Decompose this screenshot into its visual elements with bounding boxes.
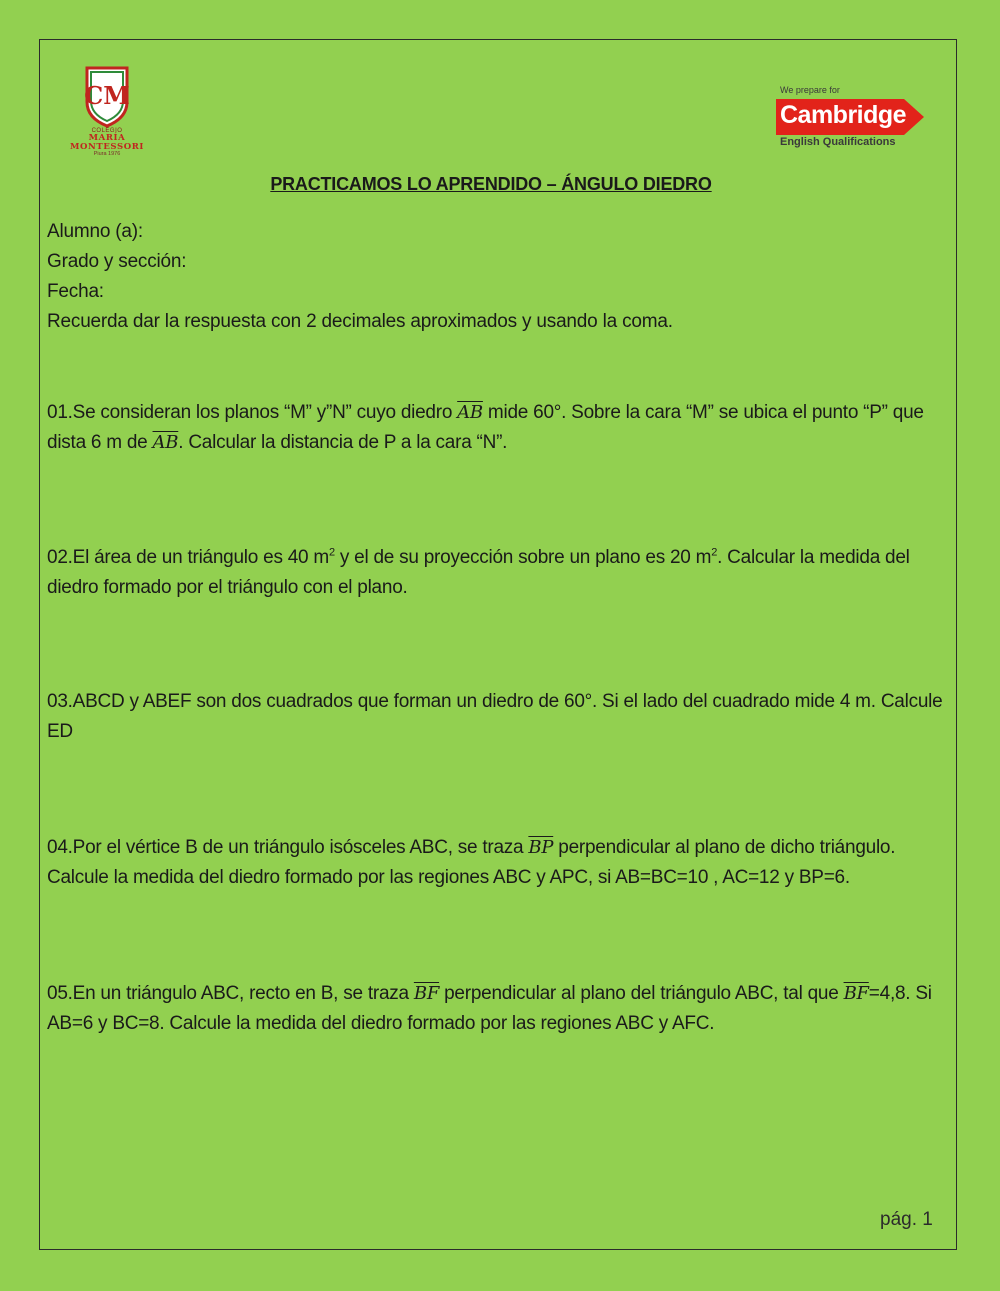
- instruction-text: Recuerda dar la respuesta con 2 decimales aproximados y usando la coma.: [47, 311, 673, 332]
- school-small-label: COLEGIO: [91, 128, 123, 134]
- student-field-label: Alumno (a):: [47, 221, 144, 242]
- school-name-line2: MONTESSORI: [70, 141, 144, 152]
- q1-segment-ab-2: $\overline{AB}$: [152, 432, 179, 453]
- school-city: Piura 1976: [93, 151, 121, 157]
- question-5: [47, 979, 947, 1039]
- school-crest-letters: CM: [84, 81, 130, 110]
- q2-superscript-1: 2: [328, 546, 335, 559]
- grade-field-label: Grado y sección:: [47, 251, 187, 272]
- q5-segment-bf-2: $\overline{BF}$: [843, 983, 869, 1004]
- q4-segment-bp: $\overline{BP}$: [528, 837, 554, 858]
- page-number: pág. 1: [880, 1209, 933, 1230]
- cambridge-logo: [776, 84, 936, 148]
- q4-text-a: 04.Por el vértice B de un triángulo isósceles ABC, se traza: [47, 837, 529, 858]
- question-1: [47, 398, 947, 458]
- cambridge-subtitle: English Qualifications: [780, 136, 896, 148]
- q1-text-a: 01.Se consideran los planos “M” y”N” cuyo diedro: [47, 402, 458, 423]
- question-2: [47, 543, 947, 603]
- q5-text-c: =4,8. Si AB=6 y BC=8. Calcule la medida del diedro formado por las regiones ABC y AFC.: [47, 983, 932, 1034]
- page-title: PRACTICAMOS LO APRENDIDO – ÁNGULO DIEDRO: [270, 174, 712, 194]
- date-field-label: Fecha:: [47, 281, 104, 302]
- school-crest-icon: [82, 64, 132, 128]
- cambridge-tagline: We prepare for: [780, 85, 840, 95]
- school-name-line1: MARÍA: [88, 133, 126, 143]
- q5-text-a: 05.En un triángulo ABC, recto en B, se traza: [47, 983, 414, 1004]
- q2-text-b: y el de su proyección sobre un plano es 20 m: [334, 547, 712, 568]
- q4-text-b: perpendicular al plano de dicho triángulo. Calcule la medida del diedro formado por las regiones ABC y APC, si AB=BC=10 , AC=12 y BP=6.: [47, 837, 896, 888]
- q1-text-c: . Calcular la distancia de P a la cara “N”.: [178, 432, 508, 453]
- page-frame: [39, 39, 957, 1250]
- cambridge-name: Cambridge: [780, 101, 907, 129]
- q5-segment-bf: $\overline{BF}$: [413, 983, 440, 1004]
- q1-text-b: mide 60°. Sobre la cara “M” se ubica el punto “P” que dista 6 m de: [47, 402, 924, 453]
- q5-text-b: perpendicular al plano del triángulo ABC, tal que: [439, 983, 844, 1004]
- q2-text-a: 02.El área de un triángulo es 40 m: [47, 547, 329, 568]
- question-4: [47, 833, 947, 893]
- q1-segment-ab: $\overline{AB}$: [457, 402, 483, 423]
- school-logo: [68, 64, 146, 158]
- q2-superscript-2: 2: [711, 546, 718, 559]
- question-3: 03.ABCD y ABEF son dos cuadrados que forman un diedro de 60°. Si el lado del cuadrado mide 4 m. Calcule ED: [47, 691, 943, 742]
- q2-text-c: . Calcular la medida del diedro formado por el triángulo con el plano.: [47, 547, 910, 598]
- cambridge-badge: [776, 99, 924, 135]
